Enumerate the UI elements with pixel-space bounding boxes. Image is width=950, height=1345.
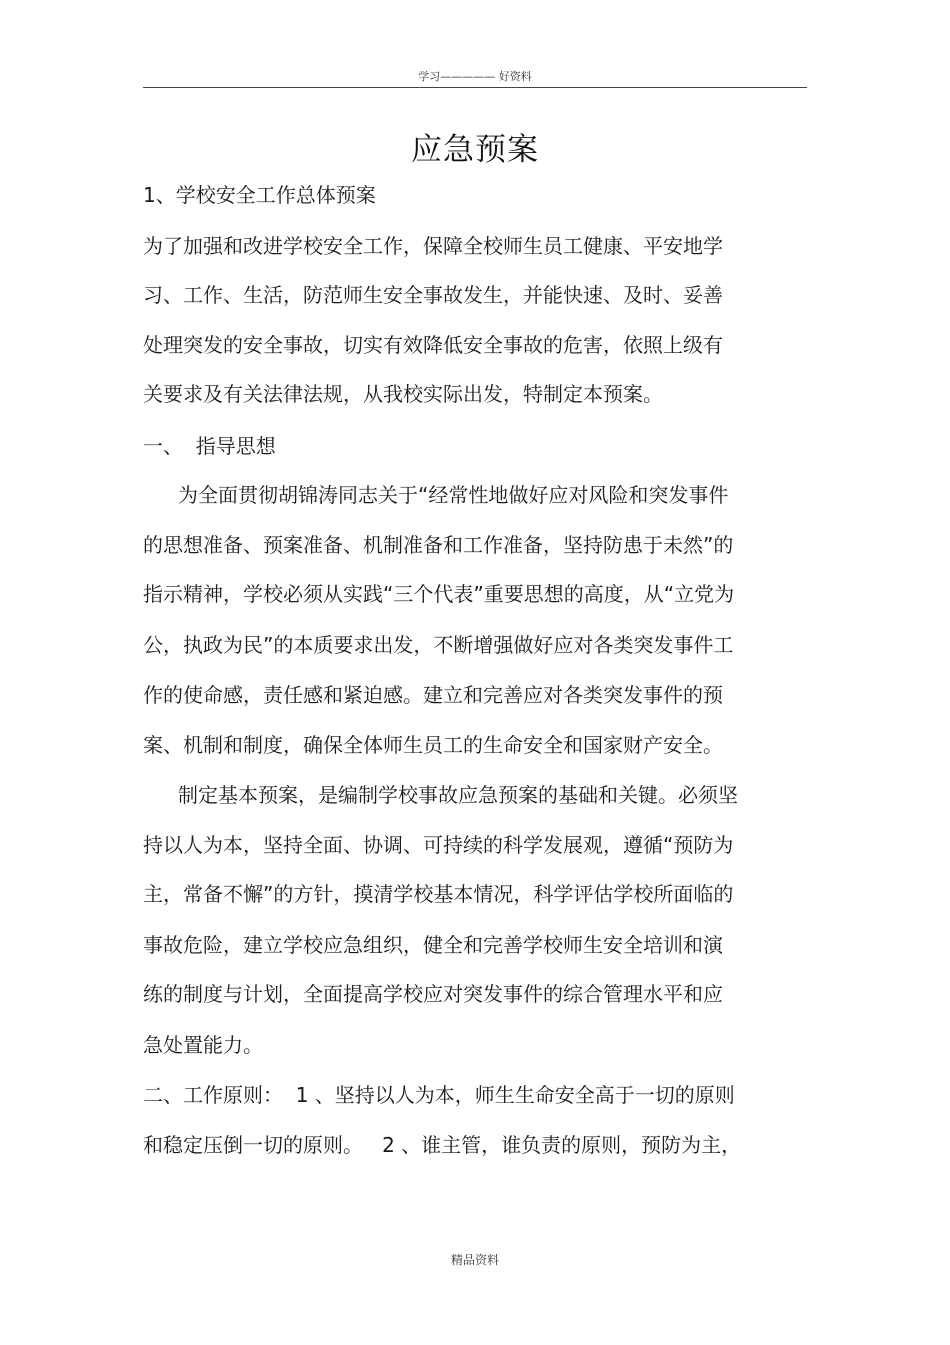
principles-line: 和稳定压倒一切的原则。 2 、谁主管，谁负责的原则，预防为主， bbox=[143, 1133, 742, 1157]
paragraph-line: 指示精神，学校必须从实践“三个代表”重要思想的高度，从“立党为 bbox=[143, 582, 735, 606]
paragraph-line: 事故危险，建立学校应急组织，健全和完善学校师生安全培训和演 bbox=[143, 933, 723, 957]
document-title: 应急预案 bbox=[411, 132, 539, 168]
paragraph-line: 制定基本预案，是编制学校事故应急预案的基础和关键。必须坚 bbox=[178, 783, 738, 807]
page-footer: 精品资料 bbox=[450, 1253, 499, 1267]
page-header: 学习————— 好资料 bbox=[418, 70, 532, 83]
intro-line: 习、工作、生活，防范师生安全事故发生，并能快速、及时、妥善 bbox=[143, 283, 723, 307]
paragraph-line: 主，常备不懈”的方针，摸清学校基本情况，科学评估学校所面临的 bbox=[143, 882, 734, 906]
paragraph-line: 公，执政为民”的本质要求出发，不断增强做好应对各类突发事件工 bbox=[143, 633, 734, 657]
paragraph-line: 持以人为本，坚持全面、协调、可持续的科学发展观，遵循“预防为 bbox=[143, 833, 734, 857]
intro-line: 关要求及有关法律法规，从我校实际出发，特制定本预案。 bbox=[143, 382, 663, 406]
section-heading: 1、学校安全工作总体预案 bbox=[143, 183, 376, 207]
paragraph-line: 练的制度与计划，全面提高学校应对突发事件的综合管理水平和应 bbox=[143, 982, 723, 1006]
intro-line: 处理突发的安全事故，切实有效降低安全事故的危害，依照上级有 bbox=[143, 333, 723, 357]
paragraph-line: 的思想准备、预案准备、机制准备和工作准备，坚持防患于未然”的 bbox=[143, 533, 734, 557]
header-divider bbox=[143, 87, 807, 88]
paragraph-line: 为全面贯彻胡锦涛同志关于“经常性地做好应对风险和突发事件 bbox=[178, 483, 729, 507]
guiding-heading: 一、 指导思想 bbox=[143, 434, 276, 458]
paragraph-line: 急处置能力。 bbox=[143, 1033, 263, 1057]
paragraph-line: 作的使命感，责任感和紧迫感。建立和完善应对各类突发事件的预 bbox=[143, 683, 723, 707]
principles-line: 二、工作原则： 1 、坚持以人为本，师生生命安全高于一切的原则 bbox=[143, 1083, 735, 1107]
paragraph-line: 案、机制和制度，确保全体师生员工的生命安全和国家财产安全。 bbox=[143, 733, 723, 757]
intro-line: 为了加强和改进学校安全工作，保障全校师生员工健康、平安地学 bbox=[143, 234, 723, 258]
